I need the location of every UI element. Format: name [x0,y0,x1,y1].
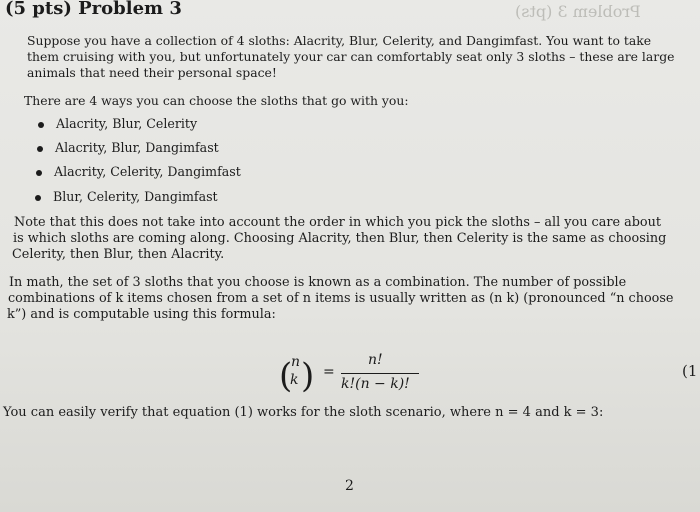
ways-intro: There are 4 ways you can choose the sloths that go with you: [24,93,409,108]
bullet-icon [37,146,43,152]
intro-line-3: animals that need their personal space! [27,65,277,80]
intro-line-2: them cruising with you, but unfortunately your car can comfortably seat only 3 sloths – these are large [27,49,675,64]
note-line-1: Note that this does not take into account the order in which you pick the sloths – all you care about [14,215,662,230]
verify-sentence: You can easily verify that equation (1) works for the sloth scenario, where n = 4 and k = 3: [3,405,604,420]
math-line-3: k”) and is computable using this formula: [7,307,276,322]
bullet-icon [36,170,42,176]
problem-heading: (5 pts) Problem 3 [5,0,182,19]
list-item: Alacrity, Blur, Celerity [38,116,197,131]
bullet-icon [38,122,44,128]
list-item: Blur, Celerity, Dangimfast [35,189,218,204]
numerator: n! [368,352,383,368]
intro-line-1: Suppose you have a collection of 4 sloths: Alacrity, Blur, Celerity, and Dangimfast. You want to take [27,33,652,48]
combination-formula [279,352,410,396]
left-paren: ( [279,356,293,396]
fraction-bar [341,373,419,374]
equation-number: (1 [682,362,698,380]
list-item: Alacrity, Celerity, Dangimfast [36,164,241,179]
denominator: k!(n − k)! [341,376,410,392]
math-line-1: In math, the set of 3 sloths that you choose is known as a combination. The number of possible [9,275,627,290]
page-number: 2 [345,478,354,494]
note-line-3: Celerity, then Blur, then Alacrity. [12,247,225,262]
math-line-2: combinations of k items chosen from a set of n items is usually written as (n k) (pronounced “n choose [8,291,674,306]
list-item: Alacrity, Blur, Dangimfast [37,140,219,155]
binom-bottom: k [290,372,299,388]
binom-top: n [291,354,301,370]
bullet-icon [35,195,41,201]
note-line-2: is which sloths are coming along. Choosing Alacrity, then Blur, then Celerity is the same as choosing [13,231,667,246]
equals-sign: = [323,364,335,380]
bleed-through-text: Problem 3 (pts) [515,2,641,21]
right-paren: ) [301,356,315,396]
